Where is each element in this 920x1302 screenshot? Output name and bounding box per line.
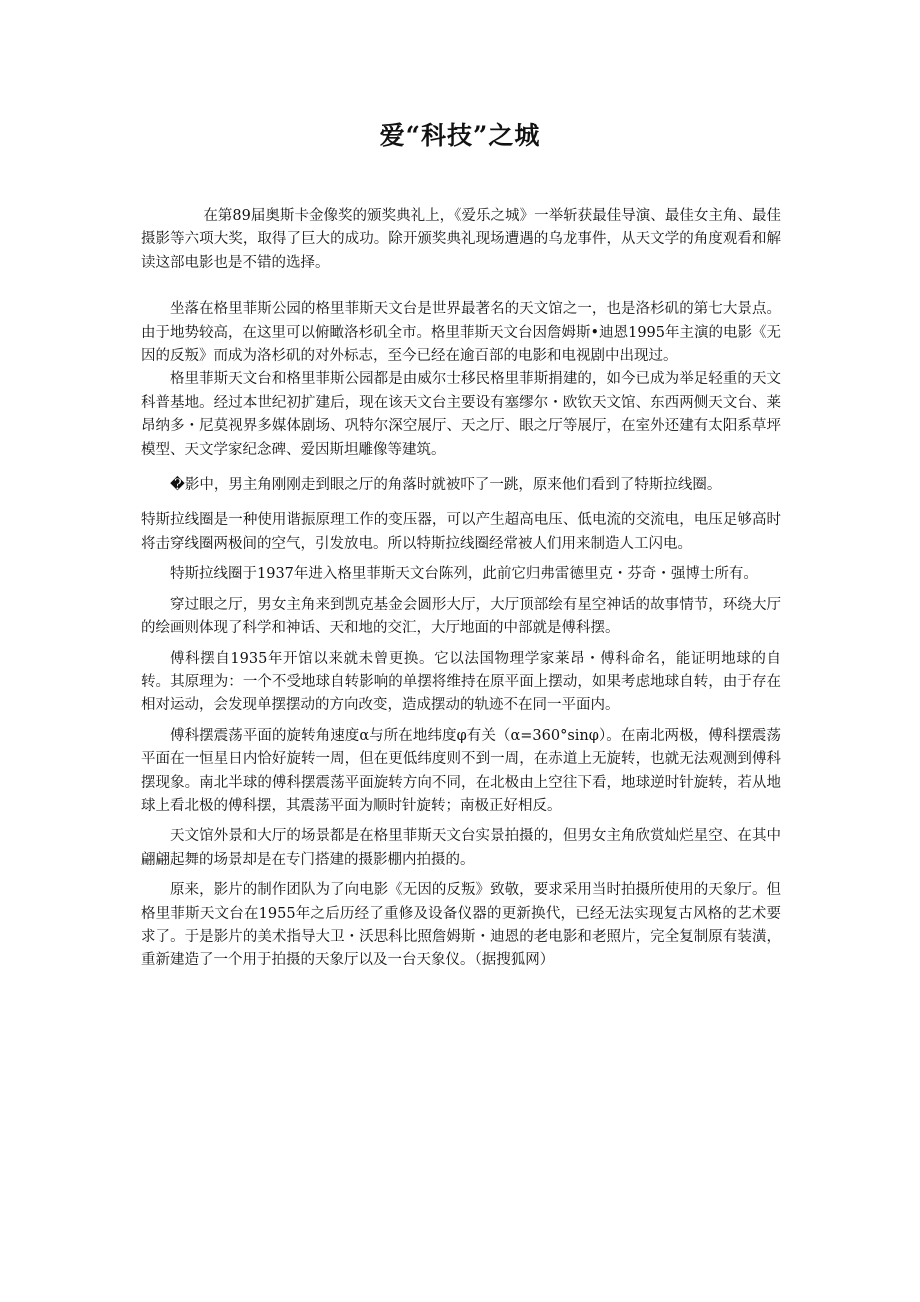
paragraph-hall: 穿过眼之厅，男女主角来到凯克基金会圆形大厅，大厅顶部绘有星空神话的故事情节，环绕大厅的绘画则体现了科学和神话、天和地的交汇，大厅地面的中部就是傅科摆。 xyxy=(141,596,781,637)
paragraph-tesla-scene: �影中，男主角刚刚走到眼之厅的角落时就被吓了一跳，原来他们看到了特斯拉线圈。 xyxy=(170,477,722,494)
paragraph-observatory: 坐落在格里菲斯公园的格里菲斯天文台是世界最著名的天文馆之一，也是洛杉矶的第七大景点。由于地势较高，在这里可以俯瞰洛杉矶全市。格里菲斯天文台因詹姆斯•迪恩1995年主演的电影《无因的反叛》而成为洛杉矶的对外标志，至今已经在逾百部的电影和电视剧中出现过。 xyxy=(141,301,781,365)
paragraph-intro: 在第89届奥斯卡金像奖的颁奖典礼上，《爱乐之城》一举斩获最佳导演、最佳女主角、最佳摄影等六项大奖，取得了巨大的成功。除开颁奖典礼现场遭遇的乌龙事件，从天文学的角度观看和解读这部电影也是不错的选择。 xyxy=(141,208,781,271)
paragraph-tesla-coil: 特斯拉线圈是一种使用谐振原理工作的变压器，可以产生超高电压、低电流的交流电，电压足够高时将击穿线圈两极间的空气，引发放电。所以特斯拉线圈经常被人们用来制造人工闪电。 xyxy=(141,512,781,552)
paragraph-history: 格里菲斯天文台和格里菲斯公园都是由威尔士移民格里菲斯捐建的，如今已成为举足轻重的天文科普基地。经过本世纪初扩建后，现在该天文台主要设有塞缪尔・欧钦天文馆、东西两侧天文台、莱昂纳多・尼莫视界多媒体剧场、巩特尔深空展厅、天之厅、眼之厅等展厅，在室外还建有太阳系草坪模型、天文学家纪念碑、爱因斯坦雕像等建筑。 xyxy=(141,371,781,458)
paragraph-tesla-history: 特斯拉线圈于1937年进入格里菲斯天文台陈列，此前它归弗雷德里克・芬奇・强博士所有。 xyxy=(170,566,758,583)
document-body xyxy=(141,205,781,973)
paragraph-foucault-rotation: 傅科摆震荡平面的旋转角速度α与所在地纬度φ有关（α=360°sinφ）。在南北两极，傅科摆震荡平面在一恒星日内恰好旋转一周，但在更低纬度则不到一周，在赤道上无旋转，也就无法观测到傅科摆现象。南北半球的傅科摆震荡平面旋转方向不同，在北极由上空往下看，地球逆时针旋转，若从地球上看北极的傅科摆，其震荡平面为顺时针旋转；南极正好相反。 xyxy=(141,727,781,814)
document-title: 爱“科技”之城 xyxy=(379,121,541,150)
paragraph-foucault: 傅科摆自1935年开馆以来就未曾更换。它以法国物理学家莱昂・傅科命名，能证明地球的自转。其原理为：一个不受地球自转影响的单摆将维持在原平面上摆动，如果考虑地球自转，由于存在相对运动，会发现单摆摆动的方向改变，造成摆动的轨迹不在同一平面内。 xyxy=(141,650,781,714)
paragraph-filming: 天文馆外景和大厅的场景都是在格里菲斯天文台实景拍摄的，但男女主角欣赏灿烂星空、在其中翩翩起舞的场景却是在专门搭建的摄影棚内拍摄的。 xyxy=(141,828,781,868)
paragraph-planetarium: 原来，影片的制作团队为了向电影《无因的反叛》致敬，要求采用当时拍摄所使用的天象厅。但格里菲斯天文台在1955年之后历经了重修及设备仪器的更新换代，已经无法实现复古风格的艺术要求了。于是影片的美术指导大卫・沃思科比照詹姆斯・迪恩的老电影和老照片，完全复制原有装潢，重新建造了一个用于拍摄的天象厅以及一台天象仪。（据搜狐网） xyxy=(141,882,781,969)
